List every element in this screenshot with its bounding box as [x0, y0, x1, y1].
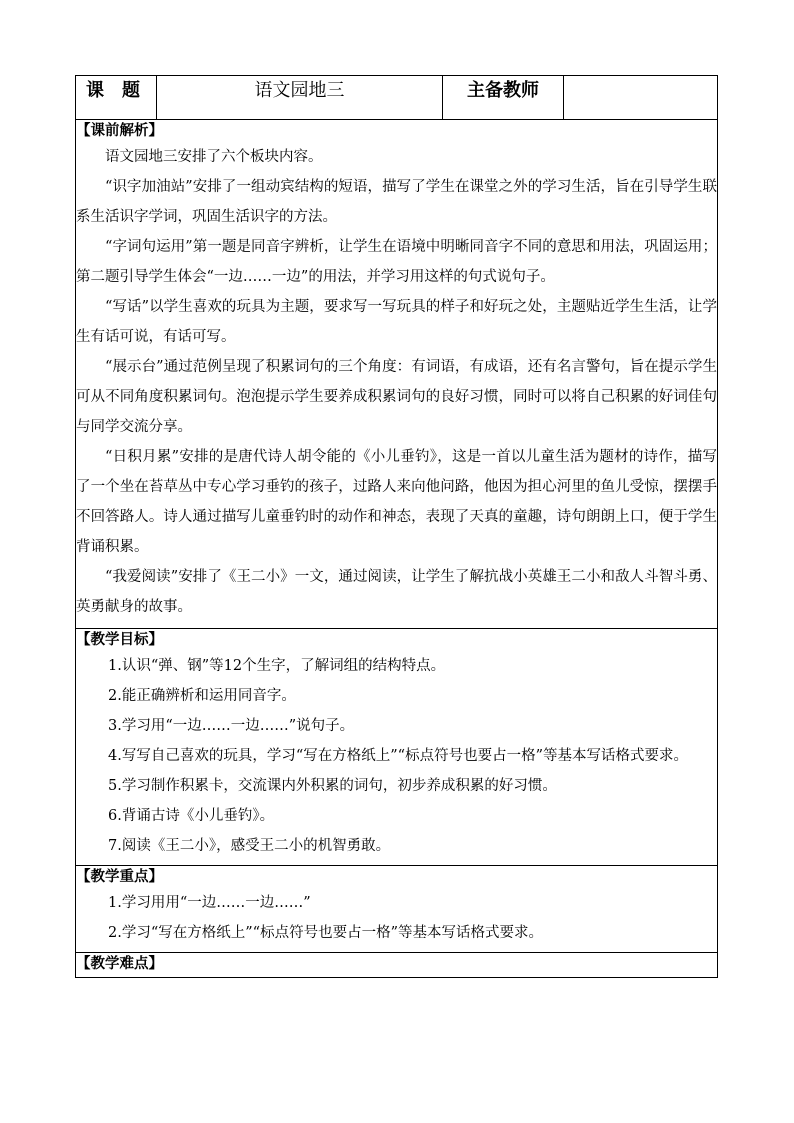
- teacher-value: [564, 76, 718, 120]
- goal-item: 7.阅读《王二小》，感受王二小的机智勇敢。: [108, 838, 391, 854]
- goals-title: 【教学目标】: [76, 632, 163, 648]
- topic-value: 语文园地三: [157, 76, 443, 120]
- key-point-item: 1.学习用用“一边……一边……”: [108, 895, 311, 911]
- lesson-plan-page: [75, 75, 718, 978]
- goal-item: 6.背诵古诗《小儿垂钓》。: [108, 808, 275, 824]
- analysis-paragraph: 语文园地三安排了六个板块内容。: [105, 149, 323, 165]
- analysis-paragraph: “写话”以学生喜欢的玩具为主题，要求写一写玩具的样子和好玩之处，主题贴近学生生活，让学生有话可说，有话可写。: [76, 299, 717, 345]
- analysis-paragraph: “日积月累”安排的是唐代诗人胡令能的《小儿垂钓》，这是一首以儿童生活为题材的诗作，描写了一个坐在苔草丛中专心学习垂钓的孩子，过路人来向他问路，他因为担心河里的鱼儿受惊，摆摆手不回答路人。诗人通过描写儿童垂钓时的动作和神态，表现了天真的童趣，诗句朗朗上口，便于学生背诵积累。: [76, 449, 717, 555]
- difficulties-title: 【教学难点】: [76, 956, 163, 972]
- goal-item: 3.学习用“一边……一边……”说句子。: [108, 718, 355, 734]
- analysis-paragraph: “识字加油站”安排了一组动宾结构的短语，描写了学生在课堂之外的学习生活，旨在引导学生联系生活识字学词，巩固生活识字的方法。: [76, 179, 717, 225]
- analysis-section: [76, 120, 718, 629]
- analysis-paragraph: “我爱阅读”安排了《王二小》一文，通过阅读，让学生了解抗战小英雄王二小和敌人斗智斗勇、英勇献身的故事。: [76, 569, 717, 615]
- lesson-plan-table: [75, 75, 718, 978]
- goal-item: 2.能正确辨析和运用同音字。: [108, 688, 296, 704]
- topic-label: 课 题: [76, 76, 157, 120]
- teacher-label: 主备教师: [443, 76, 564, 120]
- analysis-title: 【课前解析】: [76, 123, 163, 139]
- difficulties-section: [76, 953, 718, 978]
- analysis-paragraph: “字词句运用”第一题是同音字辨析，让学生在语境中明晰同音字不同的意思和用法，巩固运用；第二题引导学生体会“一边……一边”的用法，并学习用这样的句式说句子。: [76, 239, 717, 285]
- goals-section: [76, 629, 718, 866]
- goal-item: 1.认识“弹、钢”等12个生字，了解词组的结构特点。: [108, 658, 446, 674]
- key-point-item: 2.学习“写在方格纸上”“标点符号也要占一格”等基本写话格式要求。: [108, 925, 543, 941]
- goal-item: 4.写写自己喜欢的玩具，学习“写在方格纸上”“标点符号也要占一格”等基本写话格式要求。: [108, 748, 688, 764]
- header-row: [76, 76, 718, 120]
- key-points-section: [76, 866, 718, 953]
- goal-item: 5.学习制作积累卡，交流课内外积累的词句，初步养成积累的好习惯。: [108, 778, 557, 794]
- analysis-paragraph: “展示台”通过范例呈现了积累词句的三个角度：有词语，有成语，还有名言警句，旨在提示学生可从不同角度积累词句。泡泡提示学生要养成积累词句的良好习惯，同时可以将自己积累的好词佳句与同学交流分享。: [76, 359, 717, 435]
- key-points-title: 【教学重点】: [76, 869, 163, 885]
